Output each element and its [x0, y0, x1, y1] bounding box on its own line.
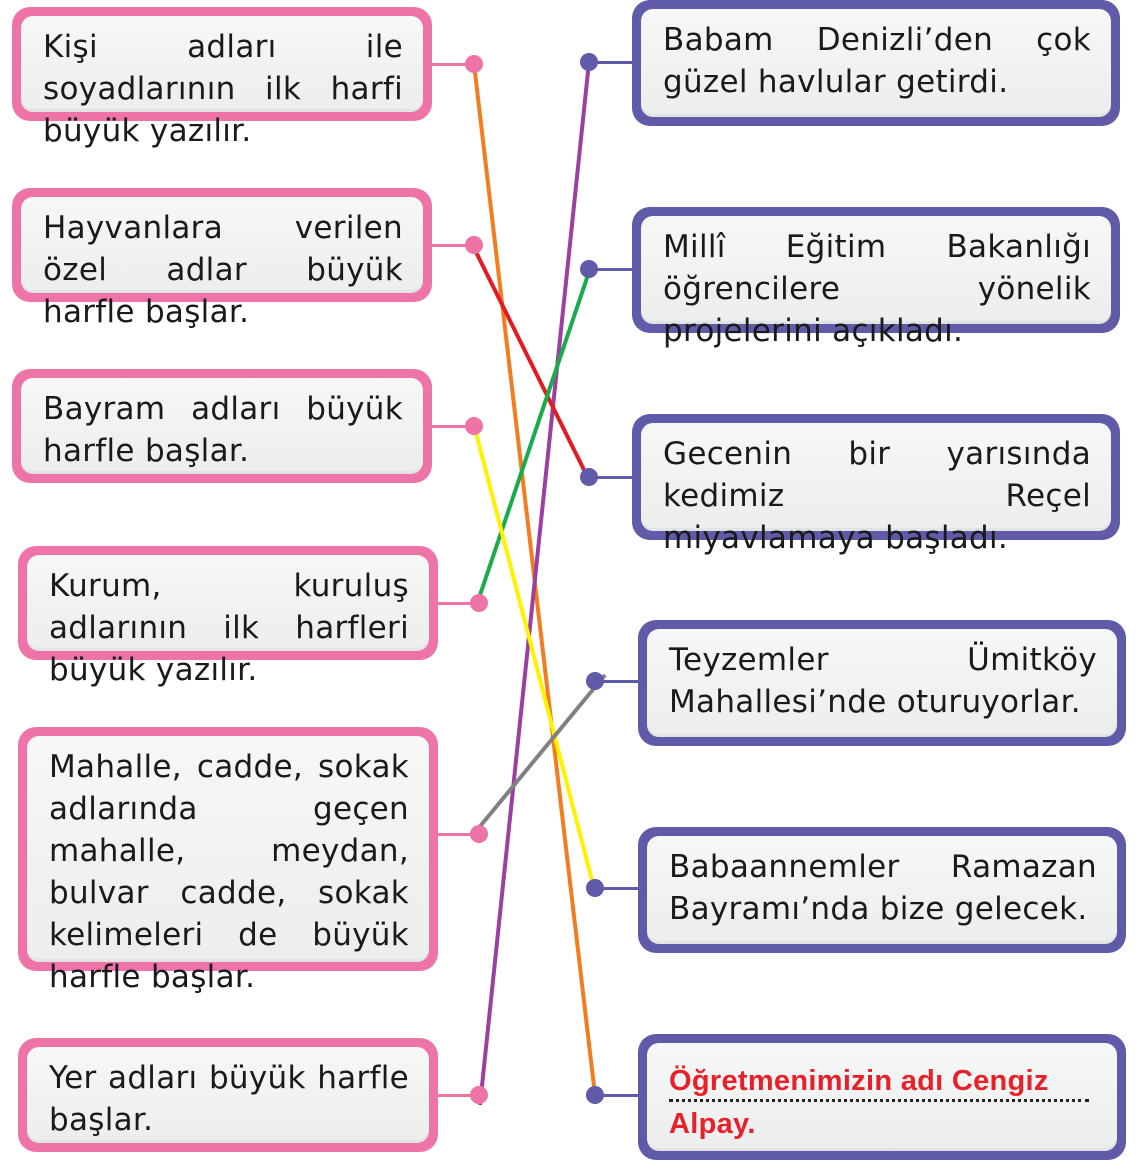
- connection-dot-r5[interactable]: [586, 879, 604, 897]
- connection-dot-r3[interactable]: [580, 468, 598, 486]
- sentence-text: Teyzemler Ümitköy Mahallesi’nde oturuyorlar.: [669, 642, 1097, 720]
- rule-text: Kişi adları ile soyadlarının ilk harfi büyük yazılır.: [43, 29, 403, 149]
- answer-line-2: Alpay.: [669, 1108, 756, 1140]
- connection-dot-r6[interactable]: [586, 1086, 604, 1104]
- connection-l3-r5: [474, 425, 594, 888]
- sentence-text: Millî Eğitim Bakanlığı öğrencilere yönelik projelerini açıkladı.: [663, 229, 1091, 349]
- connection-dot-r1[interactable]: [580, 53, 598, 71]
- rule-text: Kurum, kuruluş adlarının ilk harfleri büyük yazılır.: [49, 568, 409, 688]
- connection-l2-r3: [474, 248, 590, 482]
- connection-dot-l2[interactable]: [465, 236, 483, 254]
- rule-text: Hayvanlara verilen özel adlar büyük harfle başlar.: [43, 210, 403, 330]
- rule-box-2: [12, 188, 432, 330]
- answer-line-1: Öğretmenimizin adı Cengiz: [669, 1063, 1089, 1102]
- connection-dot-r4[interactable]: [586, 672, 604, 690]
- connection-l6-r1: [480, 62, 589, 1105]
- rule-box-6: [18, 1038, 438, 1152]
- sentence-text: Babaannemler Ramazan Bayramı’nda bize gelecek.: [669, 849, 1097, 927]
- sentence-box-1: [632, 0, 1120, 126]
- answer-field[interactable]: [647, 1043, 1117, 1151]
- connection-dot-l1[interactable]: [465, 55, 483, 73]
- sentence-box-5: [638, 827, 1126, 953]
- rule-text: Bayram adları büyük harfle başlar.: [43, 391, 403, 469]
- rule-box-5: [18, 727, 438, 995]
- rule-box-3: [12, 369, 432, 483]
- sentence-text: Babam Denizli’den çok güzel havlular getirdi.: [663, 22, 1091, 100]
- rule-text: Mahalle, cadde, sokak adlarında geçen mahalle, meydan, bulvar cadde, sokak kelimeleri de büyük harfle başlar.: [49, 749, 409, 995]
- connection-dot-l4[interactable]: [470, 594, 488, 612]
- sentence-box-3: [632, 414, 1120, 556]
- connection-dot-r2[interactable]: [580, 260, 598, 278]
- connection-dot-l3[interactable]: [465, 417, 483, 435]
- rule-text: Yer adları büyük harfle başlar.: [49, 1060, 409, 1138]
- connection-l1-r6: [474, 64, 595, 1095]
- sentence-box-2: [632, 207, 1120, 349]
- sentence-box-4: [638, 620, 1126, 746]
- connection-l4-r2: [478, 269, 590, 601]
- connection-dot-l5[interactable]: [470, 825, 488, 843]
- rule-box-1: [12, 7, 432, 149]
- connection-l5-r4: [477, 675, 605, 830]
- connection-dot-l6[interactable]: [470, 1086, 488, 1104]
- sentence-box-6: [638, 1034, 1126, 1160]
- sentence-text: Gecenin bir yarısında kedimiz Reçel miyavlamaya başladı.: [663, 436, 1091, 556]
- rule-box-4: [18, 546, 438, 688]
